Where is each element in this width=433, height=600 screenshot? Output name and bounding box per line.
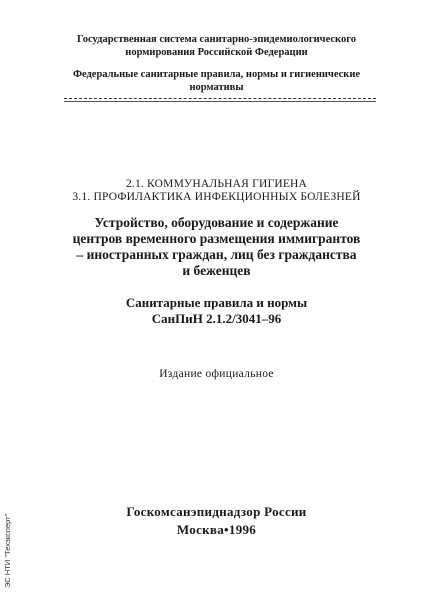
- side-stamp: ЭС НТИ "Техэксперт": [3, 513, 12, 588]
- title-line-4: и беженцев: [182, 263, 251, 278]
- edition-label: Издание официальное: [159, 368, 274, 380]
- section-line-2: 3.1. ПРОФИЛАКТИКА ИНФЕКЦИОННЫХ БОЛЕЗНЕЙ: [72, 191, 361, 203]
- publisher-name: Госкомсанэпиднадзор России: [126, 504, 307, 519]
- header-gap: [0, 59, 433, 69]
- norms-line-1: Санитарные правила и нормы: [125, 295, 308, 310]
- header-divider-dashed: [64, 98, 376, 99]
- publisher-city-year: Москва•1996: [176, 522, 257, 537]
- title-line-3: – иностранных граждан, лиц без гражданства: [76, 247, 357, 262]
- section-block: [0, 178, 433, 204]
- norms-code: СанПиН 2.1.2/3041–96: [151, 310, 282, 326]
- header-line-3: Федеральные санитарные правила, нормы и гигиенические: [72, 69, 361, 80]
- header-block: [0, 34, 433, 94]
- header-line-4: нормативы: [189, 81, 244, 93]
- publisher-block: [0, 503, 433, 539]
- section-line-1: 2.1. КОММУНАЛЬНАЯ ГИГИЕНА: [125, 178, 308, 190]
- norms-block: [0, 295, 433, 326]
- header-divider-solid: [64, 101, 376, 102]
- header-line-2: нормирования Российской Федерации: [125, 46, 308, 58]
- header-line-1: Государственная система санитарно-эпидемиологического: [77, 34, 356, 45]
- document-title: [0, 215, 433, 279]
- title-line-1: Устройство, оборудование и содержание: [94, 215, 339, 230]
- title-line-2: центров временного размещения иммигрантов: [72, 231, 361, 246]
